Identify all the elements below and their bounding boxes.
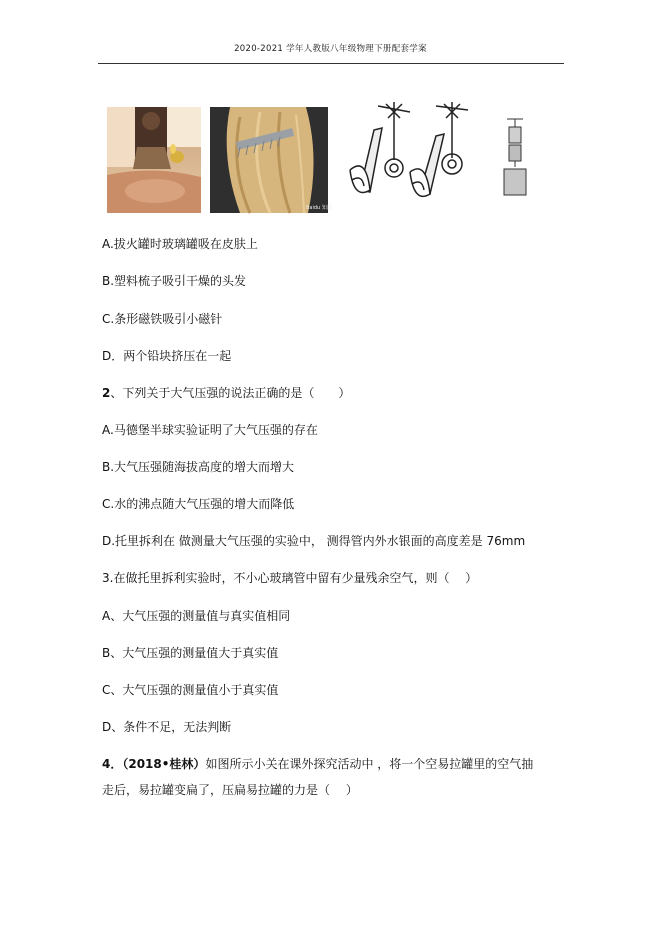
q4-source: （2018•桂林） (122, 757, 206, 771)
photo-watermark: Baidu 知道 (306, 205, 332, 211)
q4-text-line1: 如图所示小关在课外探究活动中 ，将一个空易拉罐里的空气抽 (205, 757, 534, 771)
q3-option-d: D、条件不足，无法判断 (102, 720, 232, 734)
page-header: 2020-2021 学年人教版八年级物理下册配套学案 (234, 44, 427, 54)
q3-stem: 3.在做托里拆利实验时，不小心玻璃管中留有少量残余空气，则（ ） (102, 571, 478, 585)
q1-option-d: D．两个铅块挤压在一起 (102, 349, 232, 363)
q3-option-c: C、大气压强的测量值小于真实值 (102, 683, 279, 697)
q2-option-a: A.马德堡半球实验证明了大气压强的存在 (102, 423, 318, 437)
q3-option-b: B、大气压强的测量值大于真实值 (102, 646, 279, 660)
comb-hair-photo (210, 107, 332, 213)
q2-stem (102, 384, 350, 401)
q2-option-c: C.水的沸点随大气压强的增大而降低 (102, 497, 295, 511)
q2-option-d: D.托里拆利在 做测量大气压强的实验中， 测得管内外水银面的高度差是 76mm (102, 534, 526, 548)
lead-blocks-drawing (499, 115, 539, 199)
q1-option-a: A.拔火罐时玻璃罐吸在皮肤上 (102, 237, 258, 251)
q3-option-a: A、大气压强的测量值与真实值相同 (102, 609, 291, 623)
q2-number: 2 (102, 386, 111, 400)
q2-option-b: B.大气压强随海拔高度的增大而增大 (102, 460, 295, 474)
q1-option-b: B.塑料梳子吸引干燥的头发 (102, 274, 247, 288)
q4-stem-line1 (102, 755, 533, 772)
q4-stem-line2: 走后，易拉罐变扁了，压扁易拉罐的力是（ ） (102, 783, 358, 797)
q1-option-c: C.条形磁铁吸引小磁针 (102, 312, 223, 326)
cupping-photo (107, 107, 201, 213)
figure-row (107, 100, 557, 215)
q2-stem-text: 、下列关于大气压强的说法正确的是（ ） (110, 386, 351, 400)
q4-number: 4． (102, 757, 123, 771)
magnet-needle-drawing (340, 100, 472, 205)
header-rule (98, 63, 564, 64)
